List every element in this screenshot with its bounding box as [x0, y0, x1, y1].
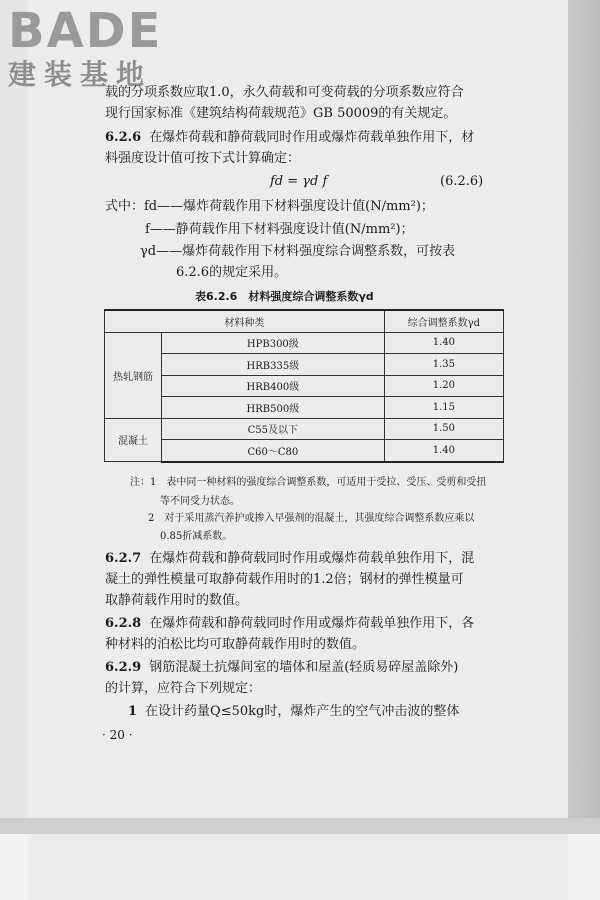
clause-number: 6.2.7	[105, 551, 142, 566]
material-name: HRB500级	[162, 397, 385, 419]
definition-line: 6.2.6的规定采用。	[176, 265, 288, 280]
equation-number: (6.2.6)	[440, 174, 484, 189]
coefficient-table	[104, 309, 504, 463]
coefficient-value: 1.50	[384, 418, 503, 440]
group-label: 热轧钢筋	[105, 332, 162, 418]
page-gap	[0, 818, 600, 834]
item-number: 1	[128, 704, 138, 719]
clause-text: 在爆炸荷载和静荷载同时作用或爆炸荷载单独作用下，各	[149, 616, 475, 631]
material-name: HRB400级	[162, 375, 385, 397]
item-text: 在设计药量Q≤50kg时，爆炸产生的空气冲击波的整体	[145, 704, 460, 719]
text-line: 料强度设计值可按下式计算确定：	[105, 151, 301, 166]
material-name: HRB335级	[162, 354, 385, 376]
coefficient-value: 1.15	[384, 397, 503, 419]
logo-subtitle: 建装基地	[8, 58, 153, 91]
table-note: 0.85折减系数。	[160, 531, 233, 542]
table-note: 等不同受力状态。	[160, 496, 240, 507]
text-line: 现行国家标准《建筑结构荷载规范》GB 50009的有关规定。	[105, 106, 457, 121]
material-name: HPB300级	[162, 332, 385, 354]
formula: fd = γd f	[270, 174, 328, 189]
definition-line: γd——爆炸荷载作用下材料强度综合调整系数，可按表	[140, 244, 456, 259]
definition-line: f——静荷载作用下材料强度设计值(N/mm²)；	[145, 222, 414, 237]
clause-text: 在爆炸荷载和静荷载同时作用或爆炸荷载单独作用下，材	[149, 130, 475, 145]
table-note: 注：1 表中同一种材料的强度综合调整系数，可适用于受拉、受压、受剪和受扭	[130, 477, 487, 488]
material-name: C60～C80	[162, 440, 385, 462]
text-line: 的计算，应符合下列规定：	[105, 681, 262, 696]
table-row	[105, 332, 504, 354]
clause-6-2-7	[105, 549, 500, 569]
text-line: 凝土的弹性模量可取静荷载作用时的1.2倍；钢材的弹性模量可	[105, 572, 464, 587]
group-label: 混凝土	[105, 418, 162, 462]
coefficient-value: 1.20	[384, 375, 503, 397]
coefficient-value: 1.40	[384, 440, 503, 462]
clause-text: 钢筋混凝土抗爆间室的墙体和屋盖(轻质易碎屋盖除外)	[149, 660, 459, 675]
clause-number: 6.2.9	[105, 660, 142, 675]
logo-brand: BADE	[8, 3, 163, 59]
table-row	[105, 354, 504, 376]
clause-6-2-9	[105, 658, 500, 678]
clause-number: 6.2.6	[105, 130, 142, 145]
clause-text: 在爆炸荷载和静荷载同时作用或爆炸荷载单独作用下，混	[149, 551, 475, 566]
left-margin-strip	[0, 0, 28, 818]
page-number: · 20 ·	[102, 728, 133, 742]
table-row	[105, 418, 504, 440]
clause-6-2-8	[105, 614, 500, 634]
table-header-row	[105, 310, 504, 332]
table-row	[105, 440, 504, 462]
table-note: 2 对于采用蒸汽养护或掺入早强剂的混凝土，其强度综合调整系数应乘以	[148, 513, 475, 524]
table-row	[105, 375, 504, 397]
definition-line: 式中：fd——爆炸荷载作用下材料强度设计值(N/mm²)；	[105, 199, 434, 214]
table-caption: 表6.2.6 材料强度综合调整系数γd	[195, 290, 374, 303]
next-page	[28, 834, 568, 900]
text-line: 取静荷载作用时的数值。	[105, 593, 249, 608]
text-line: 载的分项系数应取1.0，永久荷载和可变荷载的分项系数应符合	[105, 85, 464, 100]
coefficient-value: 1.35	[384, 354, 503, 376]
list-item	[128, 702, 508, 722]
clause-6-2-6	[105, 128, 500, 148]
clause-number: 6.2.8	[105, 616, 142, 631]
header-material: 材料种类	[105, 310, 385, 332]
coefficient-value: 1.40	[384, 332, 503, 354]
header-coefficient: 综合调整系数γd	[384, 310, 503, 332]
material-name: C55及以下	[162, 418, 385, 440]
text-line: 种材料的泊松比均可取静荷载作用时的数值。	[105, 637, 366, 652]
table-row	[105, 397, 504, 419]
right-margin-strip	[568, 0, 600, 818]
